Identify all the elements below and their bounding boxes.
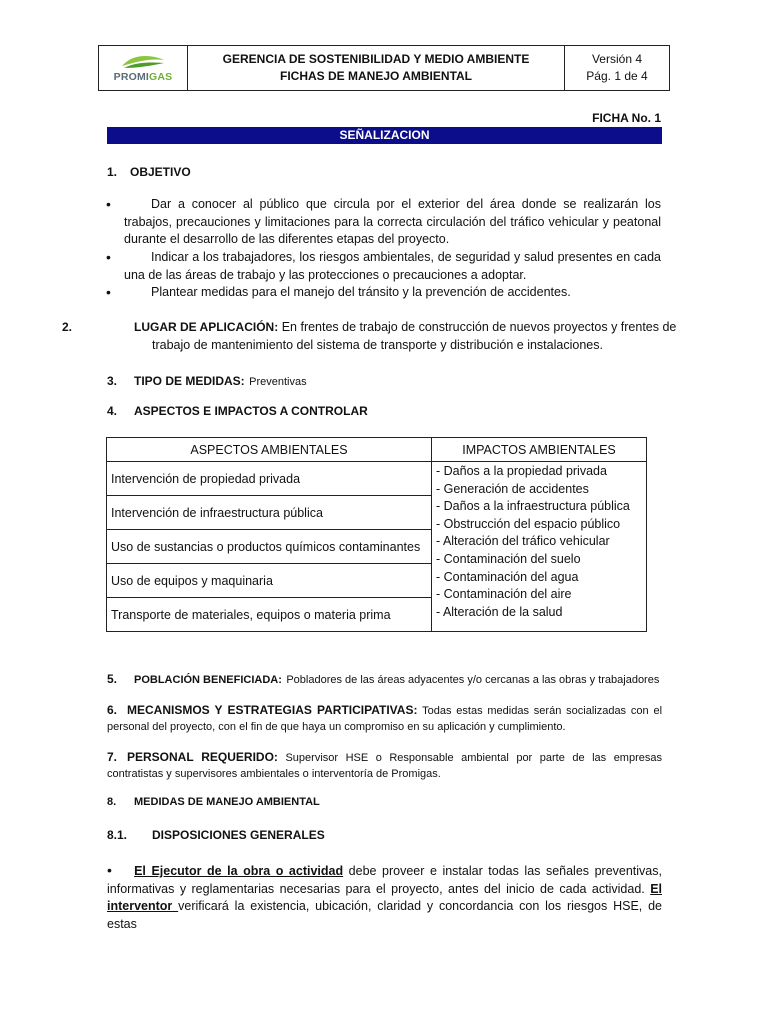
table-header-impactos: IMPACTOS AMBIENTALES	[432, 438, 647, 462]
section-objetivo-heading: 1. OBJETIVO	[107, 165, 191, 179]
leaf-logo-icon	[120, 54, 166, 70]
company-logo	[99, 46, 188, 90]
aspectos-impactos-table	[106, 437, 647, 632]
document-header	[98, 45, 670, 91]
section-mecanismos: 6. MECANISMOS Y ESTRATEGIAS PARTICIPATIVAS: Todas estas medidas serán socializadas con el personal del proyecto, con el fin de que haya un compromiso en su aplicación y cumplimiento.	[107, 703, 663, 733]
section-tipo: 3. TIPO DE MEDIDAS: Preventivas	[107, 374, 307, 388]
section-lugar: 2. LUGAR DE APLICACIÓN: En frentes de trabajo de construcción de nuevos proyectos y frentes de trabajo de mantenimiento del sistema de transporte y distribución e instalaciones.	[62, 320, 677, 352]
list-item: - Alteración del tráfico vehicular	[436, 534, 610, 549]
logo-wordmark: PROMIGAS	[113, 70, 173, 83]
table-row: Transporte de materiales, equipos o materia prima	[107, 598, 432, 632]
page-number: Pág. 1 de 4	[586, 69, 648, 83]
list-item: - Daños a la propiedad privada	[436, 464, 607, 478]
list-item: - Obstrucción del espacio público	[436, 516, 621, 531]
table-row: Uso de equipos y maquinaria	[107, 564, 432, 598]
bullet-icon: •	[106, 196, 111, 212]
list-item: - Daños a la infraestructura pública	[436, 499, 630, 514]
objetivo-bullet-3: Plantear medidas para el manejo del tránsito y la prevención de accidentes.	[151, 285, 571, 299]
objetivo-bullet-2: Indicar a los trabajadores, los riesgos ambientales, de seguridad y salud presentes en cada una de las áreas de trabajo y las protecciones o precauciones a adoptar.	[124, 250, 661, 282]
list-item: - Generación de accidentes	[436, 481, 589, 496]
list-item: - Alteración de la salud	[436, 604, 563, 619]
impacts-list-cell	[432, 462, 647, 632]
objetivo-bullet-1: Dar a conocer al público que circula por el exterior del área donde se realizarán los trabajos, precauciones y limitaciones para la correcta circulación del tráfico vehicular y peatonal durante el desarrollo de las diferentes etapas del proyecto.	[124, 197, 661, 246]
list-item: - Contaminación del agua	[436, 569, 579, 584]
version-label: Versión 4	[591, 52, 643, 66]
table-row: Intervención de infraestructura pública	[107, 496, 432, 530]
header-version	[565, 46, 669, 90]
bullet-icon: •	[107, 862, 112, 878]
table-row: Intervención de propiedad privada	[107, 462, 432, 496]
header-title-line2: FICHAS DE MANEJO AMBIENTAL	[280, 69, 472, 83]
list-item: - Contaminación del aire	[436, 587, 572, 602]
table-header-aspectos: ASPECTOS AMBIENTALES	[107, 438, 432, 462]
table-row: Uso de sustancias o productos químicos contaminantes	[107, 530, 432, 564]
section-disposiciones-heading: 8.1. DISPOSICIONES GENERALES	[107, 828, 325, 842]
list-item: - Contaminación del suelo	[436, 551, 581, 566]
bullet-icon: •	[106, 284, 111, 300]
ficha-number: FICHA No. 1	[592, 111, 661, 125]
header-title-line1: GERENCIA DE SOSTENIBILIDAD Y MEDIO AMBIENTE	[222, 52, 530, 66]
bullet-icon: •	[106, 249, 111, 265]
header-title	[188, 46, 565, 90]
section-band-title: SEÑALIZACION	[107, 127, 662, 144]
section-medidas-heading: 8. MEDIDAS DE MANEJO AMBIENTAL	[107, 796, 320, 808]
section-personal: 7. PERSONAL REQUERIDO: Supervisor HSE o Responsable ambiental por parte de las empresas contratistas y supervisores ambientales o interventoría de Promigas.	[107, 750, 662, 780]
final-paragraph: • El Ejecutor de la obra o actividad debe proveer e instalar todas las señales preventivas, informativas y reglamentarias necesarias para el proyecto, antes del inicio de cada actividad. El interventor verificará la existencia, ubicación, claridad y concordancia con los riesgos HSE, de estas	[107, 862, 663, 931]
section-aspectos-heading: 4. ASPECTOS E IMPACTOS A CONTROLAR	[107, 404, 368, 418]
section-poblacion: 5. POBLACIÓN BENEFICIADA: Pobladores de las áreas adyacentes y/o cercanas a las obras y trabajadores	[107, 672, 660, 686]
